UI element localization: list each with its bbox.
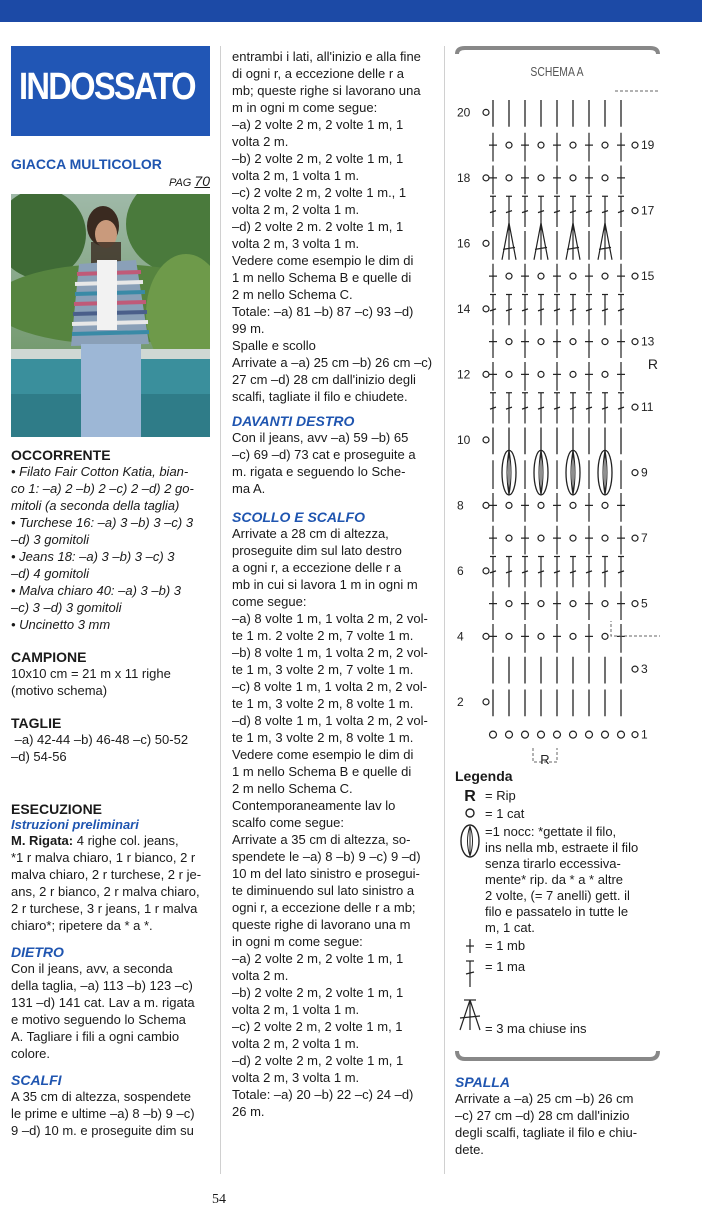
legend-text: mente* rip. da * a * altre (485, 872, 624, 887)
section-title: INDOSSATO (19, 66, 195, 108)
text-line: –c) 2 volte 2 m, 2 volte 1 m., 1 (232, 185, 407, 200)
text-line: *1 r malva chiaro, 1 r bianco, 2 r (11, 850, 196, 865)
text-line: A 35 cm di altezza, sospendete (11, 1089, 191, 1104)
row-number-left: 20 (457, 105, 471, 120)
taglie-text (11, 731, 210, 765)
model-photo (11, 194, 210, 437)
schema-row (489, 133, 638, 162)
text-line: le prime e ultime –a) 8 –b) 9 –c) (11, 1106, 195, 1121)
row-number-right: 9 (641, 465, 648, 480)
page-reference (11, 173, 210, 189)
campione-heading: CAMPIONE (11, 649, 87, 665)
schema-a-svg (455, 46, 660, 766)
text-line: 10 m del lato sinistro e prosegui- (232, 866, 420, 881)
text-line: volta 2 m. (232, 968, 289, 983)
text-line: volta 2 m, 2 volta 1 m. (232, 202, 360, 217)
top-color-bar (0, 0, 702, 22)
row-number-right: 17 (641, 203, 655, 218)
text-line: 26 m. (232, 1104, 265, 1119)
schema-row (483, 100, 621, 127)
schema-row (493, 450, 638, 495)
schema-row (490, 196, 638, 227)
text-line: –c) 2 volte 2 m, 2 volte 1 m, 1 (232, 1019, 403, 1034)
schema-row (489, 591, 638, 620)
schema-row (483, 166, 625, 195)
row-number-right: 11 (641, 400, 654, 415)
text-line: te 1 m, 3 volte 2 m, 8 volte 1 m. (232, 730, 414, 745)
text-line: (motivo schema) (11, 683, 108, 698)
row-number-left: 18 (457, 170, 471, 185)
schema-row (483, 295, 624, 326)
legend-text: = 1 ma (485, 959, 526, 974)
column-divider (220, 46, 221, 1174)
text-line: volta 2 m, 3 volta 1 m. (232, 1070, 360, 1085)
text-line: chiaro*; ripetere da * a *. (11, 918, 153, 933)
row-number-left: 16 (457, 236, 471, 251)
text-line: te diminuendo sul lato sinistro a (232, 883, 415, 898)
text-line: –b) 2 volte 2 m, 2 volte 1 m, 1 (232, 985, 404, 1000)
legend-text: =1 nocc: *gettate il filo, (485, 824, 617, 839)
text-line: Arrivate a –a) 25 cm –b) 26 cm (455, 1091, 634, 1106)
text-line: Totale: –a) 81 –b) 87 –c) 93 –d) (232, 304, 414, 319)
schema-row (483, 624, 625, 653)
list-item: • Jeans 18: –a) 3 –b) 3 –c) 3 (11, 549, 175, 564)
text-line: –a) 2 volte 2 m, 2 volte 1 m, 1 (232, 951, 404, 966)
legend (455, 768, 660, 1068)
legend-text: 2 volte, (= 7 anelli) gett. il (485, 888, 630, 903)
mb-symbol-icon (455, 938, 485, 959)
text-line: scalfi, tagliate il filo e chiudete. (232, 389, 408, 404)
text-line: m. rigata e seguendo lo Sche- (232, 464, 406, 479)
text-line: volta 2 m, 2 volta 1 m. (232, 1036, 360, 1051)
column-2 (232, 48, 434, 1120)
text-line: volta 2 m, 1 volta 1 m. (232, 168, 360, 183)
text-line: 2 m nello Schema C. (232, 287, 353, 302)
scollo-scalfo-heading: SCOLLO E SCALFO (232, 509, 365, 525)
text-line: Arrivate a –a) 25 cm –b) 26 cm –c) (232, 355, 433, 370)
text-line: queste righe di lavorano una m (232, 917, 411, 932)
text-line: 2 m nello Schema C. (232, 781, 353, 796)
list-item: –d) 3 gomitoli (11, 532, 90, 547)
text-line: A. Tagliare i fili a ogni cambio (11, 1029, 180, 1044)
scalfi-text (11, 1088, 210, 1139)
legend-row (455, 998, 660, 1037)
text-line: di ogni r, a eccezione delle r a (232, 66, 404, 81)
text-line: 27 cm –d) 28 cm dall'inizio degli (232, 372, 416, 387)
text-line: spendete le –a) 8 –b) 9 –c) 9 –d) (232, 849, 421, 864)
schema-row (483, 557, 624, 588)
text-line: –b) 2 volte 2 m, 2 volte 1 m, 1 (232, 151, 404, 166)
taglie-heading: TAGLIE (11, 715, 62, 731)
schema-row (490, 393, 638, 424)
repeat-label-right: R (647, 356, 658, 372)
list-item: • Uncinetto 3 mm (11, 617, 111, 632)
page-number: 54 (212, 1192, 226, 1207)
text-span: 4 righe col. jeans, (73, 833, 179, 848)
schema-row (489, 329, 638, 358)
legend-text: = 3 ma chiuse ins (485, 1021, 587, 1036)
text-line: colore. (11, 1046, 51, 1061)
legend-text: = 1 mb (485, 938, 526, 953)
text-line: –a) 8 volte 1 m, 1 volta 2 m, 2 vol- (232, 611, 428, 626)
banner-top (457, 48, 658, 54)
text-line: Contemporaneamente lav lo (232, 798, 396, 813)
text-line: –c) 27 cm –d) 28 cm dall'inizio (455, 1108, 630, 1123)
scollo-text (232, 525, 434, 1120)
text-line: te 1 m, 3 volte 2 m, 7 volte 1 m. (232, 662, 414, 677)
dietro-text (11, 960, 210, 1062)
row-number-right: 5 (641, 596, 648, 611)
text-line: volta 2 m, 1 volta 1 m. (232, 1002, 360, 1017)
chain-symbol-icon (455, 806, 485, 824)
legend-row (455, 788, 660, 806)
row-number-left: 2 (457, 694, 464, 709)
schema-row (493, 657, 638, 684)
text-line: –d) 8 volte 1 m, 1 volta 2 m, 2 vol- (232, 713, 428, 728)
text-line: 10x10 cm = 21 m x 11 righe (11, 666, 171, 681)
row-number-right: 15 (641, 269, 655, 284)
row-number-right: 19 (641, 138, 655, 153)
schema-row (490, 731, 639, 738)
banner-bottom (455, 1045, 660, 1063)
text-line: volta 2 m, 3 volta 1 m. (232, 236, 360, 251)
text-line: te 1 m. 2 volte 2 m, 7 volte 1 m. (232, 628, 414, 643)
text-line: m in ogni m come segue: (232, 100, 378, 115)
row-number-right: 7 (641, 531, 648, 546)
legend-text: m, 1 cat. (485, 920, 535, 935)
text-line: 1 m nello Schema B e quelle di (232, 764, 412, 779)
text-line: Vedere come esempio le dim di (232, 747, 414, 762)
legend-text: senza tirarlo eccessiva- (485, 856, 621, 871)
dietro-heading: DIETRO (11, 944, 64, 960)
row-number-left: 8 (457, 498, 464, 513)
esecuzione-heading: ESECUZIONE (11, 801, 103, 817)
list-item: –d) 4 gomitoli (11, 566, 90, 581)
row-number-right: 1 (641, 727, 648, 742)
repeat-label-bottom: R (540, 752, 550, 766)
spalla-heading: SPALLA (455, 1074, 510, 1090)
column-divider (444, 46, 445, 1174)
schema-row (489, 526, 638, 555)
text-line: Vedere come esempio le dim di (232, 253, 414, 268)
campione-text (11, 665, 210, 699)
text-line: 2 r turchese, 3 r jeans, 1 r malva (11, 901, 198, 916)
istruzioni-heading: Istruzioni preliminari (11, 817, 139, 832)
text-line: come segue: (232, 594, 307, 609)
schema-row (483, 690, 621, 717)
legend-row (455, 806, 660, 824)
occorrente-heading: OCCORRENTE (11, 447, 111, 463)
legend-title: Legenda (455, 768, 513, 784)
text-line: scalfo come segue: (232, 815, 345, 830)
text-line: 99 m. (232, 321, 265, 336)
text-line: Con il jeans, avv, a seconda (11, 961, 173, 976)
schema-row (483, 223, 621, 260)
text-line: proseguite dim sul lato destro (232, 543, 402, 558)
text-line: ans, 2 r bianco, 2 r malva chiaro, (11, 884, 200, 899)
legend-row (455, 824, 660, 936)
row-number-left: 4 (457, 629, 464, 644)
text-line: Totale: –a) 20 –b) 22 –c) 24 –d) (232, 1087, 414, 1102)
text-line: a ogni r, a eccezione delle r a (232, 560, 402, 575)
text-line (11, 832, 210, 849)
legend-text: = 1 cat (485, 806, 525, 821)
text-line: malva chiaro, 2 r turchese, 2 r je- (11, 867, 202, 882)
list-item: –c) 3 –d) 3 gomitoli (11, 600, 122, 615)
schema-row (483, 428, 621, 455)
text-line: dete. (455, 1142, 484, 1157)
repeat-symbol-icon: R (464, 788, 476, 805)
text-line: volta 2 m. (232, 134, 289, 149)
text-line: 1 m nello Schema B e quelle di (232, 270, 412, 285)
text-line: 9 –d) 10 m. e proseguite dim su (11, 1123, 194, 1138)
text-line: Spalle e scollo (232, 338, 316, 353)
scalfi-heading: SCALFI (11, 1072, 62, 1088)
legend-text: = Rip (485, 788, 516, 803)
davanti-destro-heading: DAVANTI DESTRO (232, 413, 355, 429)
davanti-text (232, 429, 434, 497)
schema-title: SCHEMA A (530, 64, 584, 80)
rigata-text (11, 832, 210, 934)
row-number-right: 13 (641, 334, 655, 349)
text-line: ma A. (232, 481, 266, 496)
cluster-symbol-icon (455, 998, 485, 1037)
text-line: Con il jeans, avv –a) 59 –b) 65 (232, 430, 409, 445)
schema-row (489, 264, 638, 293)
spalla-text (455, 1090, 660, 1158)
list-item: co 1: –a) 2 –b) 2 –c) 2 –d) 2 go- (11, 481, 194, 496)
ma-symbol-icon (455, 959, 485, 994)
rigata-label: M. Rigata: (11, 833, 74, 848)
legend-text-block (485, 824, 638, 936)
page-ref-label: PAG (168, 177, 192, 189)
text-line: ogni r, a eccezione delle r a mb; (232, 900, 416, 915)
list-item: mitoli (a seconda della taglia) (11, 498, 180, 513)
occorrente-list (11, 463, 210, 633)
legend-text: ins nella mb, estraete il filo (485, 840, 639, 855)
text-line: Arrivate a 35 cm di altezza, so- (232, 832, 411, 847)
text-line: entrambi i lati, all'inizio e alla fine (232, 49, 421, 64)
text-line: –b) 8 volte 1 m, 1 volta 2 m, 2 vol- (232, 645, 428, 660)
text-line: in ogni m come segue: (232, 934, 363, 949)
text-line: –a) 2 volte 2 m, 2 volte 1 m, 1 (232, 117, 404, 132)
text-line: –a) 42-44 –b) 46-48 –c) 50-52 (11, 732, 189, 747)
text-line: 131 –d) 141 cat. Lav a m. rigata (11, 995, 195, 1010)
list-item: • Turchese 16: –a) 3 –b) 3 –c) 3 (11, 515, 194, 530)
text-line: –d) 54-56 (11, 749, 67, 764)
row-number-left: 10 (457, 432, 471, 447)
text-line: –c) 69 –d) 73 cat e proseguite a (232, 447, 416, 462)
text-line: mb; queste righe si lavorano una (232, 83, 421, 98)
list-item: • Filato Fair Cotton Katia, bian- (11, 464, 189, 479)
text-line: e motivo seguendo lo Schema (11, 1012, 186, 1027)
text-line: della taglia, –a) 113 –b) 123 –c) (11, 978, 193, 993)
dietro-continued-text (232, 48, 434, 405)
list-item: • Malva chiaro 40: –a) 3 –b) 3 (11, 583, 182, 598)
schema-a-diagram (455, 46, 660, 766)
row-number-left: 6 (457, 563, 464, 578)
legend-text: filo e passatelo in tutte le (485, 904, 629, 919)
page-ref-number: 70 (194, 173, 210, 189)
text-line: –d) 2 volte 2 m. 2 volte 1 m, 1 (232, 219, 404, 234)
row-number-right: 3 (641, 662, 648, 677)
bobble-symbol-icon (455, 824, 485, 936)
legend-row (455, 938, 660, 959)
section-title-box (11, 46, 210, 136)
legend-row (455, 959, 660, 994)
text-line: mb in cui si lavora 1 m in ogni m (232, 577, 418, 592)
article-title: GIACCA MULTICOLOR (11, 156, 162, 172)
schema-row (483, 493, 625, 522)
row-number-left: 14 (457, 301, 471, 316)
text-line: te 1 m, 3 volte 2 m, 8 volte 1 m. (232, 696, 414, 711)
text-line: Arrivate a 28 cm di altezza, (232, 526, 389, 541)
text-line: –c) 8 volte 1 m, 1 volta 2 m, 2 vol- (232, 679, 428, 694)
column-1 (11, 46, 210, 1139)
text-line: degli scalfi, tagliate il filo e chiu- (455, 1125, 638, 1140)
text-line: –d) 2 volte 2 m, 2 volte 1 m, 1 (232, 1053, 404, 1068)
schema-row (483, 362, 625, 391)
column-3 (455, 46, 660, 1158)
row-number-left: 12 (457, 367, 471, 382)
